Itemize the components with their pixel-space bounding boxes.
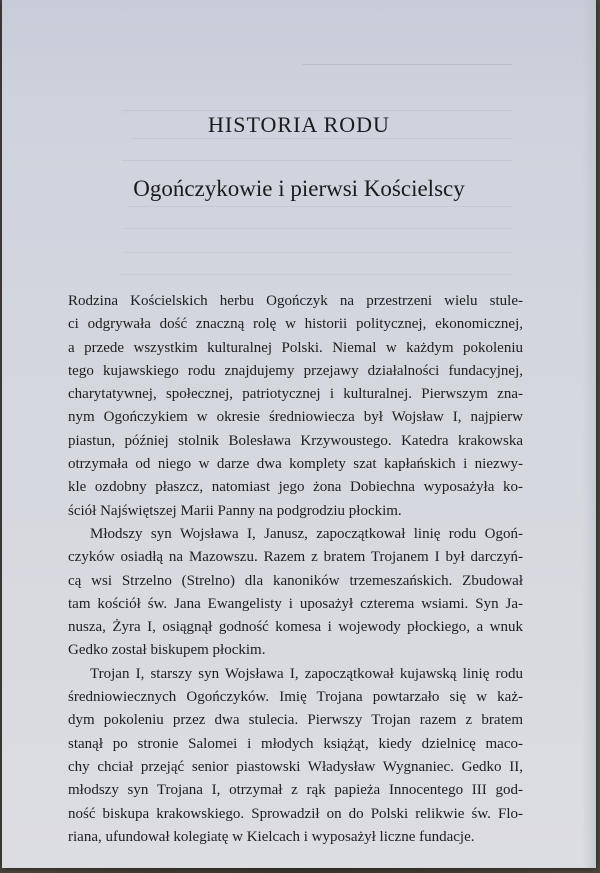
chapter-title: HISTORIA RODU <box>208 112 390 137</box>
text-line: Młodszy syn Wojsława I, Janusz, zapoczątkował linię rodu Ogoń- <box>90 525 523 542</box>
text-line: nym Ogończykiem w okresie średniowiecza był Wojsław I, najpierw <box>68 409 523 426</box>
text-line: ci odgrywała dość znaczną rolę w historii politycznej, ekonomicznej, <box>68 316 523 333</box>
text-line: Gedko został biskupem płockim. <box>68 642 266 659</box>
text-line: stanął po stronie Salomei i młodych książąt, kiedy dzielnicę maco- <box>68 735 523 752</box>
text-line: riana, ufundował kolegiatę w Kielcach i wyposażył liczne fundacje. <box>68 828 475 845</box>
text-line: cą wsi Strzelno (Strelno) dla kanoników trzemeszańskich. Zbudował <box>68 572 523 589</box>
paragraph <box>68 523 523 663</box>
text-line: ściół Najświętszej Marii Panny na podgrodziu płockim. <box>68 502 402 519</box>
text-line: średniowiecznych Ogończyków. Imię Trojana powtarzało się w każ- <box>68 689 523 706</box>
text-line: nusza, Żyra I, osiągnął godność komesa i wojewody płockiego, a wnuk <box>68 619 523 636</box>
text-line: ność biskupa krakowskiego. Sprowadził on do Polski relikwie św. Flo- <box>68 805 523 822</box>
body-text <box>68 290 523 849</box>
text-line: dym pokoleniu przez dwa stulecia. Pierwszy Trojan razem z bratem <box>68 712 523 729</box>
text-line: charytatywnej, społecznej, patriotycznej i kulturalnej. Pierwszym zna- <box>68 386 523 403</box>
text-line: tego kujawskiego rodu znajdujemy przejawy działalności fundacyjnej, <box>68 362 523 379</box>
paragraph <box>68 290 523 523</box>
text-line: kle ozdobny płaszcz, natomiast jego żona Dobiechna wyposażyła ko- <box>68 479 523 496</box>
text-line: chy chciał przejąć senior piastowski Władysław Wygnaniec. Gedko II, <box>68 758 523 775</box>
text-line: czyków osiadłą na Mazowszu. Razem z bratem Trojanem I był darczyń- <box>68 549 523 566</box>
text-line: Trojan I, starszy syn Wojsława I, zapoczątkował kujawską linię rodu <box>90 665 523 682</box>
text-line: młodszy syn Trojana I, otrzymał z rąk papieża Innocentego III god- <box>68 782 523 799</box>
book-page <box>2 0 596 868</box>
paragraph <box>68 663 523 849</box>
section-title: Ogończykowie i pierwsi Kościelscy <box>133 176 465 201</box>
text-line: Rodzina Kościelskich herbu Ogończyk na przestrzeni wielu stule- <box>68 293 523 309</box>
text-line: tam kościół św. Jana Ewangelisty i uposażył czterema wsiami. Syn Ja- <box>68 595 523 612</box>
text-line: otrzymała od niego w darze dwa komplety szat kapłańskich i niezwy- <box>68 456 523 473</box>
text-line: piastun, później stolnik Bolesława Krzywoustego. Katedra krakowska <box>68 432 523 449</box>
text-line: a przede wszystkim kulturalnej Polski. Niemal w każdym pokoleniu <box>68 339 523 356</box>
